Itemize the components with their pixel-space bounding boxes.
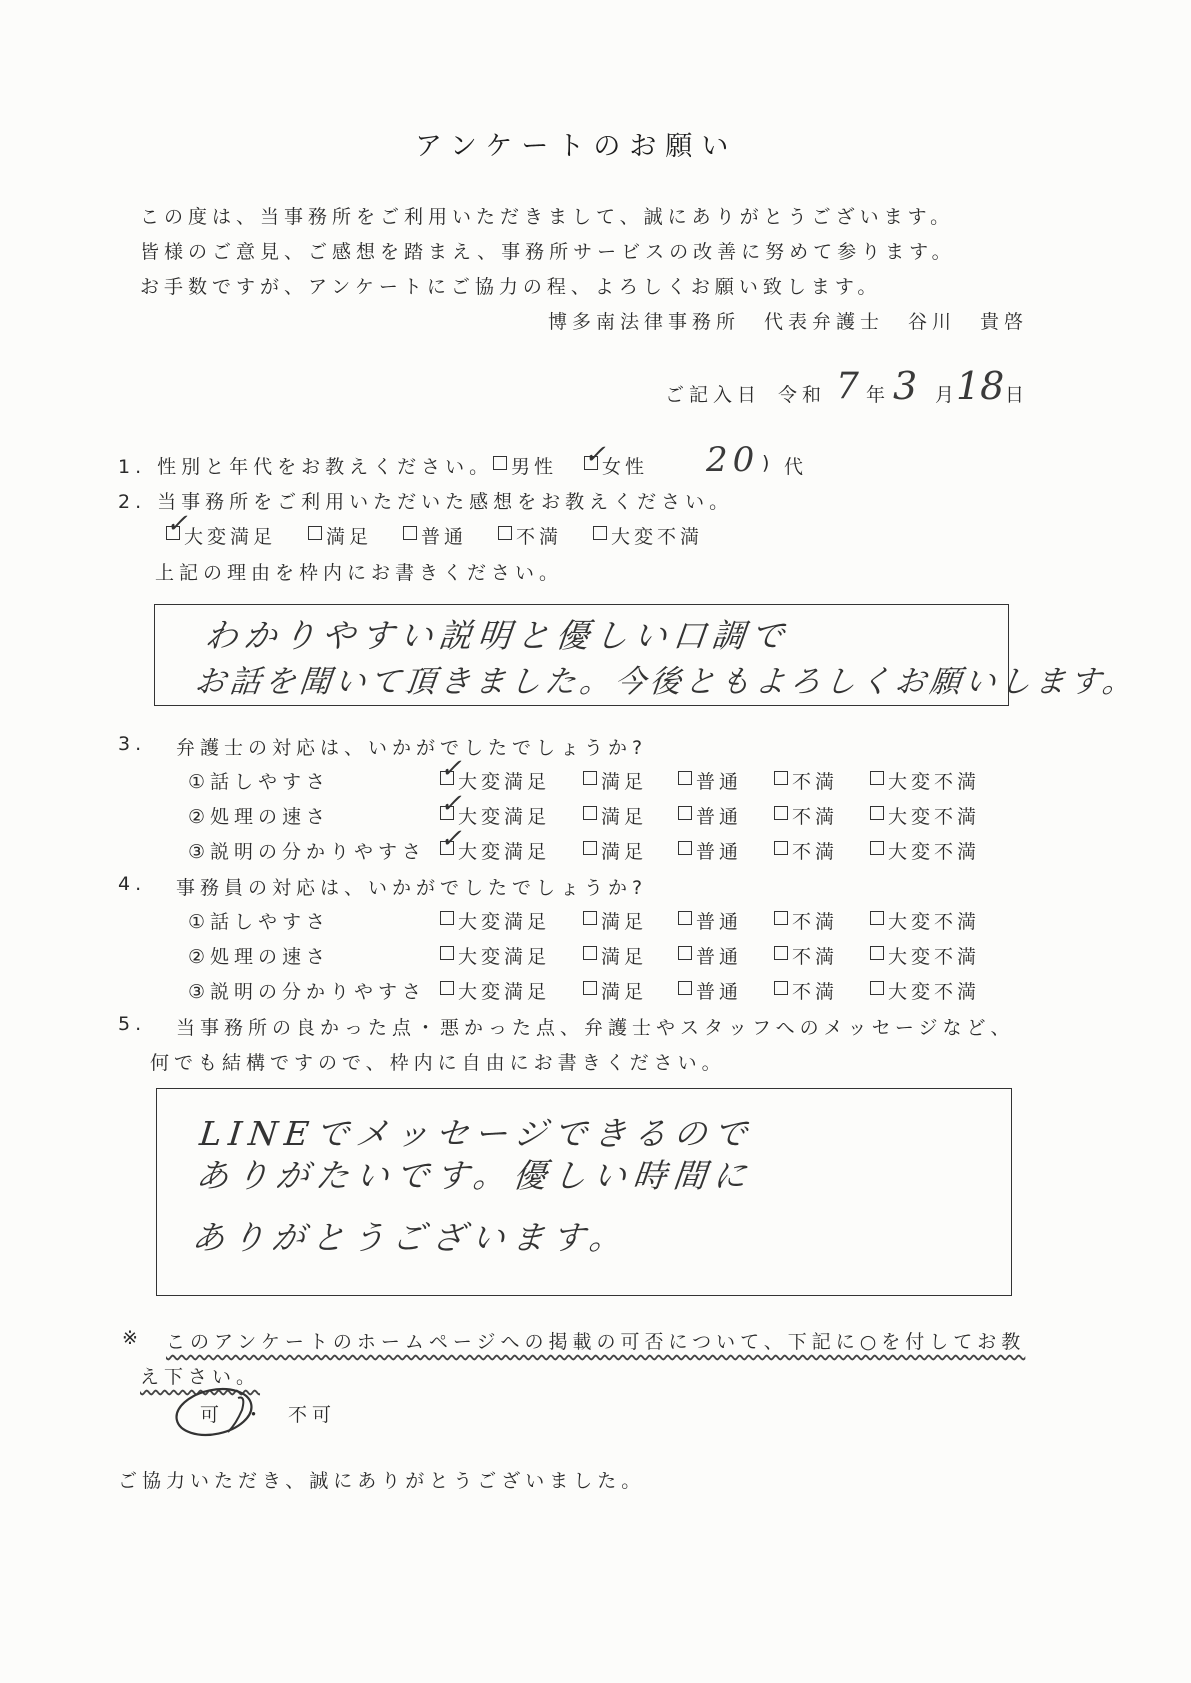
check-mark-icon: ✓ [166, 509, 188, 539]
q2-option-5: 大変不満 [611, 526, 704, 548]
q4-row2-option-1: 大変満足 [458, 946, 551, 968]
q4-row-label-1: ①話しやすさ [188, 911, 331, 933]
check-mark-icon: ✓ [440, 754, 462, 784]
q3-row1-option-3: 普通 [696, 771, 743, 793]
q1-female-label: 女性 [602, 456, 649, 478]
q1-age-paren: ) [762, 452, 775, 474]
q4-row2-option-4: 不満 [792, 946, 839, 968]
q4-row3-option-1: 大変満足 [458, 981, 551, 1003]
q4-row-label-3: ③説明の分かりやすさ [188, 981, 427, 1003]
date-year-unit: 年 [866, 384, 891, 406]
intro-line-1: この度は、当事務所をご利用いただきまして、誠にありがとうございます。 [140, 206, 955, 228]
publish-yes-option[interactable]: 可 [200, 1404, 225, 1426]
date-day-unit: 日 [1005, 384, 1030, 406]
q4-row1-option-3: 普通 [696, 911, 743, 933]
q3-row3-option-5: 大変不満 [888, 841, 981, 863]
q5-text-2: 何でも結構ですので、枠内に自由にお書きください。 [150, 1052, 726, 1074]
q3-number: 3. [118, 733, 147, 755]
date-year-handwritten: 7 [836, 366, 864, 407]
q2-option-1: 大変満足 [184, 526, 277, 548]
q2-option-2: 満足 [326, 526, 373, 548]
q5-text: 当事務所の良かった点・悪かった点、弁護士やスタッフへのメッセージなど、 [176, 1017, 1015, 1039]
q5-answer-line-2: ありがたいです。優しい時間に [193, 1156, 756, 1195]
q3-row3-option-4: 不満 [792, 841, 839, 863]
q4-row1-option-4: 不満 [792, 911, 839, 933]
page-title: アンケートのお願い [415, 131, 738, 162]
q1-male-label: 男性 [511, 456, 558, 478]
q1-age-unit: 代 [784, 456, 809, 478]
q2-reason-prompt: 上記の理由を枠内にお書きください。 [155, 562, 564, 584]
q2-answer-line-1: わかりやすい説明と優しい口調で [202, 616, 792, 655]
q3-row1-option-1: 大変満足 [458, 771, 551, 793]
q4-row1-option-5: 大変不満 [888, 911, 981, 933]
q3-text: 弁護士の対応は、いかがでしたでしょうか? [176, 737, 648, 759]
q4-row-label-2: ②処理の速さ [188, 946, 331, 968]
q3-row2-option-1: 大変満足 [458, 806, 551, 828]
q1-text: 1. 性別と年代をお教えください。 [118, 456, 494, 478]
q4-row1-option-1: 大変満足 [458, 911, 551, 933]
publish-separator: ・ [244, 1404, 269, 1426]
q3-row3-option-1: 大変満足 [458, 841, 551, 863]
q5-answer-line-1: LINEでメッセージできるので [197, 1114, 756, 1153]
q3-row1-option-2: 満足 [601, 771, 648, 793]
q4-row2-option-2: 満足 [601, 946, 648, 968]
q3-row2-option-3: 普通 [696, 806, 743, 828]
q4-number: 4. [118, 873, 147, 895]
date-month-unit: 月 [935, 384, 960, 406]
q3-row-label-3: ③説明の分かりやすさ [188, 841, 427, 863]
check-mark-icon: ✓ [440, 824, 462, 854]
q4-row2-option-3: 普通 [696, 946, 743, 968]
date-label: ご記入日 [665, 384, 762, 406]
q2-option-4: 不満 [516, 526, 563, 548]
signature: 博多南法律事務所 代表弁護士 谷川 貴啓 [548, 311, 1029, 333]
date-era: 令和 [778, 384, 827, 406]
q3-row1-option-5: 大変不満 [888, 771, 981, 793]
publish-question-1: このアンケートのホームページへの掲載の可否について、下記に○を付してお教 [166, 1331, 1026, 1353]
publish-no-option[interactable]: 不可 [288, 1404, 337, 1426]
q4-text: 事務員の対応は、いかがでしたでしょうか? [176, 877, 648, 899]
q4-row1-option-2: 満足 [601, 911, 648, 933]
q3-row2-option-4: 不満 [792, 806, 839, 828]
q3-row-label-1: ①話しやすさ [188, 771, 331, 793]
check-mark-icon: ✓ [584, 440, 606, 470]
intro-line-2: 皆様のご意見、ご感想を踏まえ、事務所サービスの改善に努めて参ります。 [140, 241, 956, 263]
q4-row3-option-4: 不満 [792, 981, 839, 1003]
q2-text: 2. 当事務所をご利用いただいた感想をお教えください。 [118, 491, 734, 513]
publish-mark: ※ [122, 1327, 143, 1349]
q3-row1-option-4: 不満 [792, 771, 839, 793]
date-month-handwritten: 3 [893, 364, 923, 408]
publish-question-2: え下さい。 [140, 1366, 261, 1388]
q3-row3-option-2: 満足 [601, 841, 648, 863]
q3-row3-option-3: 普通 [696, 841, 743, 863]
q3-row2-option-5: 大変不満 [888, 806, 981, 828]
check-mark-icon: ✓ [440, 789, 462, 819]
q1-age-handwritten: 20 [706, 440, 760, 480]
q2-answer-line-2: お話を聞いて頂きました。今後ともよろしくお願いします。 [192, 664, 1140, 700]
q5-number: 5. [118, 1013, 147, 1035]
q2-option-3: 普通 [421, 526, 468, 548]
q5-answer-line-3: ありがとうございます。 [189, 1218, 632, 1257]
q3-row2-option-2: 満足 [601, 806, 648, 828]
q4-row3-option-2: 満足 [601, 981, 648, 1003]
q4-row3-option-3: 普通 [696, 981, 743, 1003]
q4-row3-option-5: 大変不満 [888, 981, 981, 1003]
closing-text: ご協力いただき、誠にありがとうございました。 [118, 1470, 646, 1492]
date-day-handwritten: 18 [956, 364, 1005, 408]
q4-row2-option-5: 大変不満 [888, 946, 981, 968]
intro-line-3: お手数ですが、アンケートにご協力の程、よろしくお願い致します。 [140, 276, 882, 298]
q3-row-label-2: ②処理の速さ [188, 806, 331, 828]
